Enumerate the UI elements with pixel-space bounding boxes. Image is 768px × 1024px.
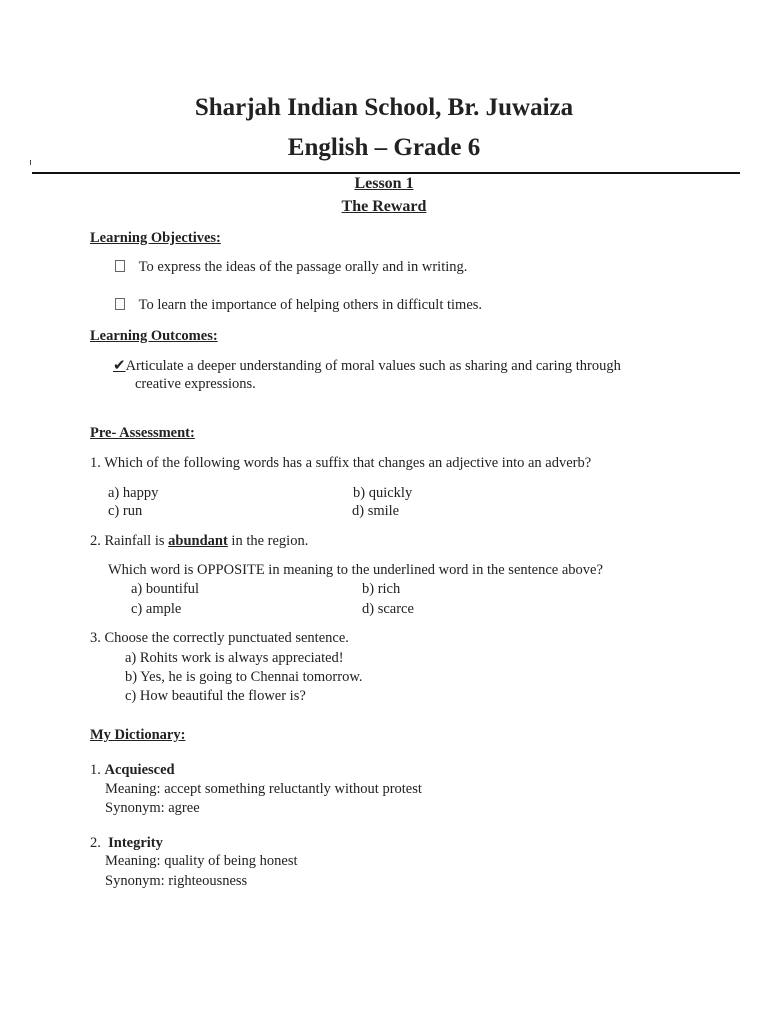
- objective-text: To learn the importance of helping others in difficult times.: [138, 297, 483, 313]
- entry-1-meaning: Meaning: accept something reluctantly without protest: [105, 781, 422, 797]
- q1-option-c: c) run: [108, 503, 143, 519]
- q2-option-a: a) bountiful: [131, 581, 200, 597]
- q2-question: Which word is OPPOSITE in meaning to the underlined word in the sentence above?: [108, 562, 603, 578]
- entry-2-synonym: Synonym: righteousness: [105, 873, 248, 889]
- q3-option-c: c) How beautiful the flower is?: [125, 688, 306, 704]
- header-divider: [32, 172, 740, 174]
- dictionary-heading: My Dictionary:: [90, 727, 186, 743]
- q1-option-d: d) smile: [352, 503, 400, 519]
- q2-text-post: in the region.: [227, 533, 309, 549]
- outcome-text-line1: Articulate a deeper understanding of moral values such as sharing and caring through: [125, 358, 621, 374]
- outcome-item: [113, 356, 621, 375]
- q2-underlined-word: abundant: [168, 533, 228, 549]
- lesson-title: The Reward: [341, 198, 427, 215]
- q1-option-a: a) happy: [108, 485, 159, 501]
- q3-option-b: b) Yes, he is going to Chennai tomorrow.: [125, 669, 363, 685]
- bullet-icon: [115, 298, 125, 310]
- outcome-text-line2: creative expressions.: [135, 376, 256, 392]
- margin-mark: [30, 160, 31, 165]
- entry-2-meaning: Meaning: quality of being honest: [105, 853, 298, 869]
- question-2: [90, 533, 308, 550]
- subject-title: English – Grade 6: [287, 134, 481, 161]
- q1-option-b: b) quickly: [353, 485, 413, 501]
- bullet-icon: [115, 260, 125, 272]
- question-1: 1. Which of the following words has a suffix that changes an adjective into an adverb?: [90, 455, 592, 471]
- dictionary-entry-2: [90, 835, 163, 852]
- dictionary-entry-1: [90, 762, 175, 779]
- school-name: Sharjah Indian School, Br. Juwaiza: [194, 94, 574, 121]
- question-3: 3. Choose the correctly punctuated sentence.: [90, 630, 349, 646]
- lesson-number: Lesson 1: [354, 175, 414, 192]
- entry-word: Integrity: [108, 835, 163, 851]
- outcomes-heading: Learning Outcomes:: [90, 328, 218, 344]
- q2-option-c: c) ample: [131, 601, 182, 617]
- q2-option-b: b) rich: [362, 581, 401, 597]
- entry-number: 1.: [90, 762, 105, 778]
- objective-item-2: [115, 297, 482, 314]
- entry-1-synonym: Synonym: agree: [105, 800, 200, 816]
- q2-text-pre: 2. Rainfall is: [90, 533, 169, 549]
- entry-number: 2.: [90, 835, 109, 851]
- q3-option-a: a) Rohits work is always appreciated!: [125, 650, 344, 666]
- q2-option-d: d) scarce: [362, 601, 414, 617]
- objectives-heading: Learning Objectives:: [90, 230, 221, 246]
- objective-text: To express the ideas of the passage orally and in writing.: [138, 259, 468, 275]
- entry-word: Acquiesced: [104, 762, 175, 778]
- objective-item-1: [115, 259, 467, 276]
- assessment-heading: Pre- Assessment:: [90, 425, 195, 441]
- check-icon: ✔: [113, 358, 126, 374]
